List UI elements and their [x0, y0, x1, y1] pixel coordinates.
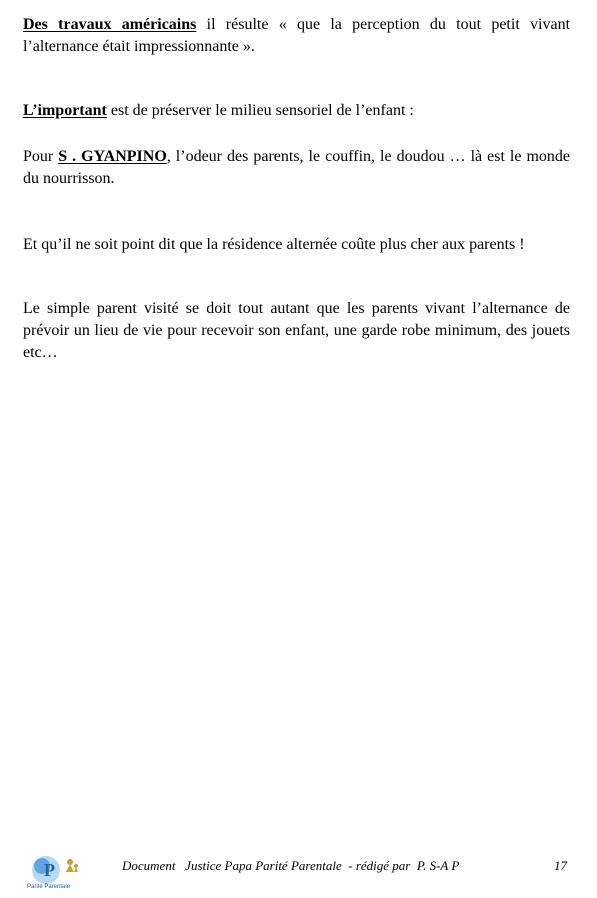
- page-number: 17: [554, 858, 567, 873]
- footer-text: Document Justice Papa Parité Parentale - rédigé par P. S-A P: [122, 858, 460, 873]
- bold-author-name: S . GYANPINO: [58, 148, 167, 165]
- bold-heading-american-studies: Des travaux américains: [23, 16, 197, 33]
- paragraph-important: [23, 100, 570, 122]
- paragraph-lead-text: Pour: [23, 148, 59, 165]
- logo-caption: Parité Parentale: [27, 884, 71, 890]
- paragraph-text: Le simple parent visité se doit tout autant que les parents vivant l’alternance de prévoir un lieu de vie pour recevoir son enfant, une garde robe minimum, des jouets etc…: [23, 300, 570, 361]
- paragraph-text: est de préserver le milieu sensoriel de l’enfant :: [106, 102, 414, 119]
- paragraph-visited-parent: [23, 298, 570, 364]
- bold-heading-important: L’important: [23, 102, 107, 119]
- ppp-logo: [26, 850, 84, 890]
- paragraph-gyanpino: [23, 146, 570, 190]
- paragraph-cost: [23, 234, 570, 256]
- logo-letter: P: [44, 860, 55, 880]
- paragraph-text: Et qu’il ne soit point dit que la résidence alternée coûte plus cher aux parents !: [23, 236, 525, 253]
- paragraph-american-studies: [23, 14, 570, 58]
- paragraph-text: il résulte « que la perception du tout petit vivant l’alternance était impressionnante ».: [23, 16, 571, 55]
- page-footer: [0, 850, 597, 898]
- paragraph-text: , l’odeur des parents, le couffin, le doudou … là est le monde du nourrisson.: [23, 148, 571, 187]
